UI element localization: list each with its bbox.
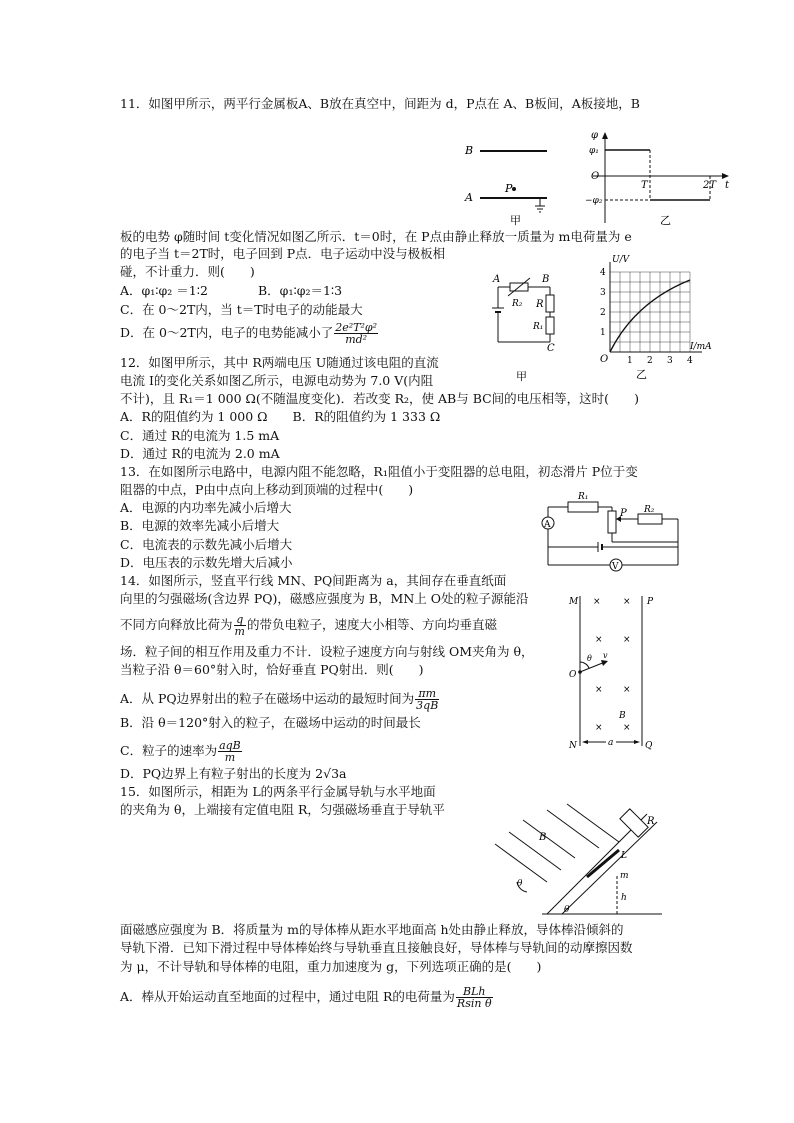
svg-text:×: × [623, 597, 631, 607]
q14-line-5: 当粒子沿 θ＝60°射入时，恰好垂直 PQ射出．则( ) [120, 662, 424, 677]
origin-label: O [591, 171, 600, 182]
plate-b-label: B [465, 144, 474, 157]
q13-option-d: D．电压表的示数先增大后减小 [120, 555, 293, 570]
a-label: a [608, 738, 614, 748]
q15-line-1: 15．如图所示，相距为 L的两条平行金属导轨与水平地面 [120, 784, 436, 799]
height-h-label: h [621, 893, 627, 903]
q11-option-a: A．φ₁∶φ₂ ＝1∶2 [120, 283, 208, 298]
r2-label: R₂ [512, 299, 523, 309]
y-tick-label: 3 [600, 288, 606, 298]
node-c-label: C [547, 343, 555, 354]
svg-text:×: × [623, 685, 631, 695]
q14-option-c: C．粒子的速率为 $\frac{\text{aqB}}{m}$ [120, 739, 241, 764]
p-label: P [647, 597, 654, 607]
q15-option-a-fraction: $\frac{\text{BLh}}{\text{Rsin θ}}$ [456, 985, 492, 1010]
y-tick-label: 4 [600, 268, 606, 278]
svg-text:×: × [595, 635, 603, 645]
q11-figure-jia [455, 138, 575, 232]
point-p-label: P [505, 182, 513, 195]
graph-caption: 乙 [636, 368, 647, 381]
q11-line-3: 的电子当 t＝2T时，电子回到 P点．电子运动中没与极板相 [120, 246, 446, 261]
q12-option-d: D．通过 R的电流为 2.0 mA [120, 446, 280, 461]
phi-axis-label: φ [591, 130, 599, 141]
velocity-vector [580, 662, 605, 672]
svg-text:×: × [595, 723, 603, 733]
q14-line-2: 向里的匀强磁场(含边界 PQ)，磁感应强度为 B，MN上 O处的粒子源能沿 [120, 591, 529, 606]
graph-ylabel: U/V [612, 255, 630, 265]
q14-line-1: 14．如图所示，竖直平行线 MN、PQ间距离为 a，其间存在垂直纸面 [120, 573, 507, 588]
node-b-label: B [542, 274, 550, 285]
resistor-r [620, 809, 648, 837]
rod-m-label: m [620, 871, 629, 881]
q13-line-2: 阻器的中点，P由中点向上移动到顶端的过程中( ) [120, 482, 414, 497]
q15-line-4: 导轨下滑．已知下滑过程中导体棒始终与导轨垂直且接触良好，导体棒与导轨间的动摩擦因数 [120, 940, 633, 955]
q14-line-3: 不同方向释放比荷为 $\frac{q}{m}$ 的带负电粒子，速度大小相等、方向均垂直磁 [120, 613, 497, 638]
ammeter-label: A [544, 520, 551, 530]
voltmeter-label: V [612, 562, 619, 572]
q11-figure-yi [585, 128, 735, 232]
q13-r1-label: R₁ [578, 492, 589, 502]
y-tick-label: 1 [600, 328, 606, 338]
figure-jia-caption: 甲 [510, 214, 521, 227]
q-label: Q [645, 741, 653, 751]
q11-line-1: 11．如图甲所示，两平行金属板A、B放在真空中，间距为 d，P点在 A、B板间，A板接地，B [120, 96, 640, 111]
q12-option-ab: A．R的阻值约为 1 000 Ω B．R的阻值约为 1 333 Ω [120, 409, 441, 424]
node-a-label: A [493, 274, 501, 285]
q12-circuit-figure [488, 270, 583, 389]
o-label: O [569, 670, 577, 680]
point-p [512, 187, 516, 191]
plate-a-label: A [465, 191, 473, 204]
q15-line-5: 为 μ，不计导轨和导体棒的电阻，重力加速度为 g，下列选项正确的是( ) [120, 959, 542, 974]
q13-line-1: 13．在如图所示电路中，电源内阻不能忽略，R₁阻值小于变阻器的总电阻，初态滑片 P位于变 [120, 464, 638, 479]
tick-t: T [641, 180, 648, 191]
q13-option-b: B．电源的效率先减小后增大 [120, 518, 280, 533]
q13-option-a: A．电源的内功率先减小后增大 [120, 500, 292, 515]
svg-text:×: × [595, 685, 603, 695]
figure-yi-caption: 乙 [660, 214, 671, 227]
rail-upper [562, 822, 657, 914]
graph-origin: O [600, 354, 609, 365]
q14-charge-ratio-fraction: $\frac{q}{m}$ [234, 613, 245, 638]
q13-option-c: C．电流表的示数先减小后增大 [120, 537, 293, 552]
circuit-caption: 甲 [516, 370, 527, 383]
field-lines [495, 804, 619, 882]
q15-line-3: 面磁感应强度为 B．将质量为 m的导体棒从距水平地面高 h处由静止释放，导体棒沿倾斜的 [120, 922, 624, 937]
tick-2t: 2T [703, 180, 717, 191]
field-b-label: B [539, 832, 547, 843]
q12-option-c: C．通过 R的电流为 1.5 mA [120, 428, 280, 443]
q12-line-3: 不计)，且 R₁＝1 000 Ω(不随温度变化)．若改变 R₂，使 AB与 BC间的电压相等，这时( ) [120, 391, 639, 406]
q11-option-d-fraction: $\frac{\text{2e²T²φ²}}{\text{md²}}$ [335, 321, 378, 346]
angle-theta-1: θ [517, 879, 523, 889]
q14-option-a: A．从 PQ边界射出的粒子在磁场中运动的最短时间为 $\frac{\pi m}{3qB}$ [120, 687, 439, 712]
r1-resistor [546, 317, 554, 334]
q12-line-1: 12．如图甲所示，其中 R两端电压 U随通过该电阻的直流 [120, 355, 439, 370]
t-axis-label: t [725, 180, 730, 191]
phi2-label: −φ₂ [585, 196, 603, 206]
resistor-r-label: R [647, 816, 655, 827]
v-label: v [603, 651, 608, 660]
r-label: R [536, 299, 544, 310]
q15-line-2: 的夹角为 θ，上端接有定值电阻 R，匀强磁场垂直于导轨平 [120, 802, 445, 817]
q14-line-4: 场．粒子间的相互作用及重力不计．设粒子速度方向与射线 OM夹角为 θ， [120, 644, 534, 659]
q11-line-4: 碰，不计重力．则( ) [120, 264, 255, 279]
svg-text:×: × [623, 723, 631, 733]
q14-option-a-fraction: $\frac{\pi m}{3qB}$ [416, 687, 439, 712]
graph-grid [600, 262, 702, 366]
q15-rail-figure [487, 802, 667, 926]
theta-label: θ [587, 654, 592, 663]
rail-spacing-l-label: L [621, 851, 627, 861]
x-tick-label: 2 [647, 356, 653, 366]
q13-circuit-figure [538, 487, 688, 576]
m-label: M [569, 597, 579, 607]
q13-r2-label: R₂ [644, 505, 655, 515]
x-tick-label: 3 [667, 356, 673, 366]
q11-option-d: D．在 0～2T内，电子的电势能减小了 $\frac{\text{2e²T²φ²}}{\text{md²}}$ [120, 321, 378, 346]
n-label: N [569, 741, 577, 751]
x-tick-label: 1 [627, 356, 633, 366]
q14-option-d: D．PQ边界上有粒子射出的长度为 2√3a [120, 766, 347, 781]
r-resistor [546, 295, 554, 312]
rheostat [608, 511, 616, 533]
r1-label: R₁ [533, 322, 544, 332]
q12-line-2: 电流 I的变化关系如图乙所示，电源电动势为 7.0 V(内阻 [120, 373, 434, 388]
r1-resistor [568, 502, 598, 512]
q11-option-b: B．φ₁∶φ₂＝1∶3 [258, 283, 343, 298]
svg-text:×: × [593, 597, 601, 607]
graph-xlabel: I/mA [690, 342, 712, 352]
q11-option-c: C．在 0～2T内，当 t＝T时电子的动能最大 [120, 302, 363, 317]
y-tick-label: 2 [600, 308, 606, 318]
b-field-label: B [619, 711, 626, 721]
x-tick-label: 4 [687, 356, 693, 366]
r2-resistor [638, 514, 662, 524]
phi1-label: φ₁ [589, 146, 599, 156]
q12-graph-figure [592, 250, 722, 389]
q11-line-2: 板的电势 φ随时间 t变化情况如图乙所示．t＝0时，在 P点由静止释放一质量为 m电荷量为 e [120, 229, 632, 244]
q14-option-b: B．沿 θ＝120°射入的粒子，在磁场中运动的时间最长 [120, 715, 421, 730]
q14-option-c-fraction: $\frac{\text{aqB}}{m}$ [219, 739, 241, 764]
q15-option-a: A．棒从开始运动直至地面的过程中，通过电阻 R的电荷量为 $\frac{\text{BLh}}{\text{Rsin θ}}$ [120, 985, 492, 1010]
q14-field-figure [565, 590, 665, 759]
slider-p-label: P [620, 508, 627, 519]
svg-text:×: × [623, 635, 631, 645]
angle-theta-2: θ [564, 905, 570, 915]
